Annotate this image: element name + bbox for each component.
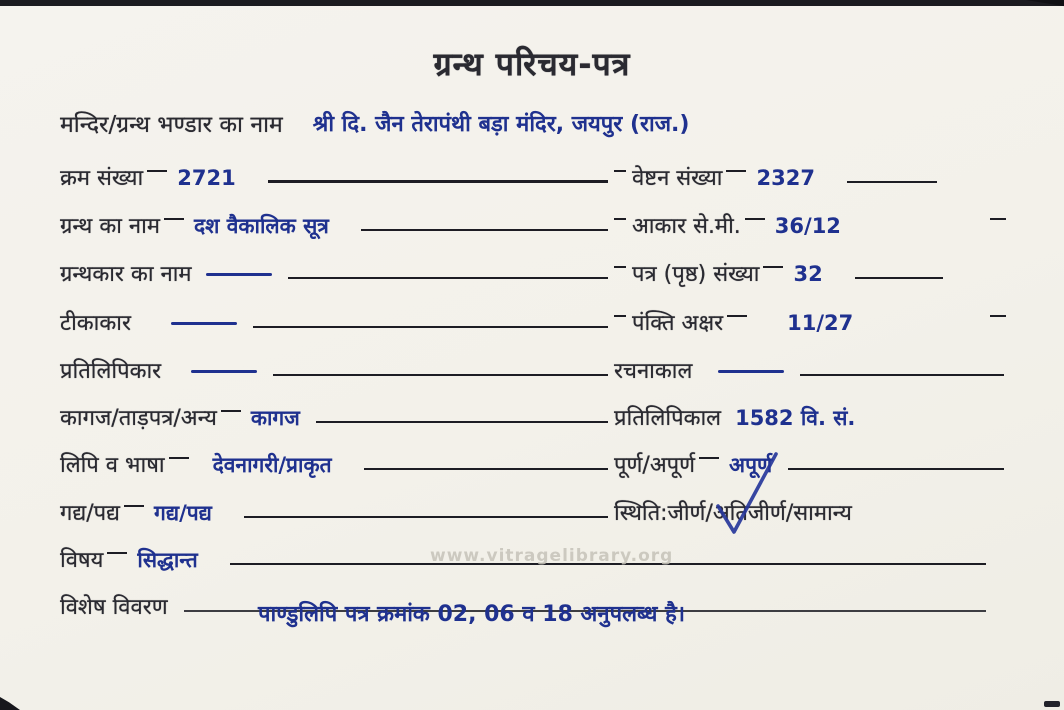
blank-line <box>273 374 608 376</box>
field-label: लिपि व भाषा <box>60 452 165 478</box>
printed-dash <box>726 170 746 172</box>
row-veshtan-sankhya <box>614 154 1006 192</box>
field-label: प्रतिलिपिकाल <box>614 405 722 431</box>
printed-dash <box>164 218 184 220</box>
field-label: प्रतिलिपिकार <box>60 358 162 384</box>
blank-line <box>316 421 608 423</box>
scan-corner-mark <box>1044 701 1060 707</box>
blank-line <box>800 374 1004 376</box>
printed-dash <box>745 218 765 220</box>
field-label: क्रम संख्या <box>60 165 144 191</box>
field-label: पत्र (पृष्ठ) संख्या <box>632 261 760 287</box>
printed-dash <box>614 266 626 268</box>
scan-top-edge <box>0 0 1064 6</box>
row-purn-apurn <box>614 441 1006 479</box>
printed-dash <box>763 266 783 268</box>
field-value: 2721 <box>177 165 236 190</box>
printed-dash <box>124 505 144 507</box>
field-label: पंक्ति अक्षर <box>632 310 724 336</box>
field-label: विषय <box>60 547 104 573</box>
field-value: देवनागरी/प्राकृत <box>212 452 332 477</box>
row-lipi-bhasha <box>60 441 610 479</box>
field-label: टीकाकार <box>60 310 131 336</box>
blank-line <box>253 326 608 328</box>
field-label: गद्य/पद्य <box>60 500 121 526</box>
printed-dash <box>990 218 1006 220</box>
printed-dash <box>990 315 1006 317</box>
row-pratilipikar <box>60 347 610 385</box>
printed-dash <box>147 170 167 172</box>
row-rachnakal <box>614 347 1006 385</box>
row-granthkar <box>60 250 610 288</box>
blank-line <box>288 277 608 279</box>
row-aakar <box>614 202 1006 240</box>
field-value: 1582 वि. सं. <box>735 405 856 430</box>
printed-dash <box>614 170 626 172</box>
row-pankti-akshar <box>614 299 1006 337</box>
field-label: पूर्ण/अपूर्ण <box>614 452 696 478</box>
field-value: सिद्धान्त <box>137 547 198 572</box>
blank-line <box>788 468 1004 470</box>
field-label: ग्रन्थकार का नाम <box>60 261 192 287</box>
printed-dash <box>107 552 127 554</box>
field-value: गद्य/पद्य <box>154 500 212 525</box>
field-label: मन्दिर/ग्रन्थ भण्डार का नाम <box>60 112 283 139</box>
card-title: ग्रन्थ परिचय-पत्र <box>433 45 631 83</box>
pen-dash-mark <box>191 370 257 373</box>
row-bhandar-naam <box>60 102 1006 140</box>
printed-dash <box>614 218 626 220</box>
pen-dash-mark <box>718 370 784 373</box>
field-label: ग्रन्थ का नाम <box>60 213 160 239</box>
row-gadya-padya <box>60 489 610 527</box>
blank-line <box>244 516 608 518</box>
row-tikakar <box>60 299 610 337</box>
blank-line <box>847 181 937 183</box>
field-value: दश वैकालिक सूत्र <box>194 213 329 238</box>
blank-line <box>855 277 943 279</box>
field-value: श्री दि. जैन तेरापंथी बड़ा मंदिर, जयपुर (राज.) <box>312 112 690 138</box>
blank-line <box>364 468 608 470</box>
row-patra-sankhya <box>614 250 1006 288</box>
field-label: कागज/ताड़पत्र/अन्य <box>60 405 217 431</box>
printed-dash <box>221 410 241 412</box>
pen-dash-mark <box>206 273 272 276</box>
row-kram-sankhya <box>60 154 610 192</box>
row-granth-ka-naam <box>60 202 610 240</box>
field-label: वेष्टन संख्या <box>632 165 723 191</box>
printed-dash <box>727 315 747 317</box>
field-value: अपूर्ण <box>729 452 773 477</box>
checkmark-icon <box>710 450 788 540</box>
row-kagaz <box>60 394 610 432</box>
field-value: कागज <box>250 405 300 430</box>
blank-line <box>268 180 608 183</box>
pen-dash-mark <box>171 322 237 325</box>
row-sthiti <box>614 489 1006 527</box>
field-value: 11/27 <box>787 310 854 335</box>
field-label: आकार से.मी. <box>632 213 741 239</box>
printed-dash <box>614 315 626 317</box>
field-value: 2327 <box>756 165 815 190</box>
field-label: स्थिति:जीर्ण/अतिजीर्ण/सामान्य <box>614 500 852 526</box>
field-value: 32 <box>793 261 823 286</box>
blank-line <box>361 229 608 231</box>
watermark-text: www.vitragelibrary.org <box>430 546 674 566</box>
scan-corner-mark <box>0 697 20 710</box>
printed-dash <box>169 457 189 459</box>
field-label: रचनाकाल <box>614 358 693 384</box>
field-label: विशेष विवरण <box>60 594 168 620</box>
row-pratilipikal <box>614 394 1006 432</box>
field-value: 36/12 <box>774 213 841 238</box>
field-value: पाण्डुलिपि पत्र क्रमांक 02, 06 व 18 अनुपलब्ध है। <box>258 602 686 627</box>
